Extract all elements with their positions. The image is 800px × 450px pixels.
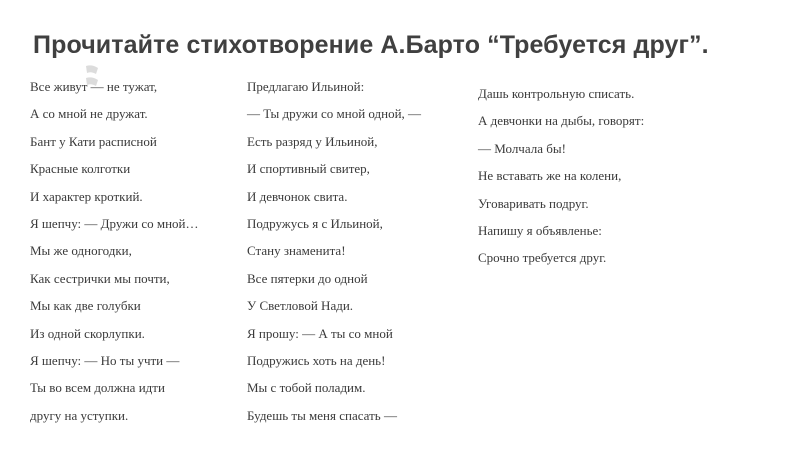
poem-line: Мы же одногодки, xyxy=(30,243,132,259)
poem-line: Дашь контрольную списать. xyxy=(478,86,635,101)
poem-line: — Ты дружи со мной одной, — xyxy=(247,106,422,122)
poem-line: Напишу я объявленье: xyxy=(478,222,602,238)
poem-line: Бант у Кати расписной xyxy=(30,133,157,149)
poem-line: Я шепчу: — Но ты учти — xyxy=(30,352,180,368)
poem-column-2 xyxy=(247,77,472,433)
poem-line: И девчонок свита. xyxy=(247,188,348,204)
poem-line: Есть разряд у Ильиной, xyxy=(247,133,378,149)
poem-column-3 xyxy=(478,84,698,276)
poem-line: Красные колготки xyxy=(30,161,131,177)
poem-line: Ты во всем должна идти xyxy=(30,380,165,396)
poem-line: Будешь ты меня спасать — xyxy=(247,407,397,423)
poem-line: А со мной не дружат. xyxy=(30,106,148,122)
poem-line: Как сестрички мы почти, xyxy=(30,270,170,286)
poem-line: Мы с тобой поладим. xyxy=(247,380,366,396)
poem-line: другу на уступки. xyxy=(30,407,129,423)
poem-line: У Светловой Нади. xyxy=(247,298,354,314)
poem-line: Не вставать же на колени, xyxy=(478,168,622,184)
poem-line: — Молчала бы! xyxy=(478,140,566,156)
poem-line: И спортивный свитер, xyxy=(247,161,370,177)
poem-line: Все пятерки до одной xyxy=(247,270,368,286)
poem-line: Подружусь я с Ильиной, xyxy=(247,215,383,231)
poem-line: Стану знаменита! xyxy=(247,243,346,259)
poem-line: А девчонки на дыбы, говорят: xyxy=(478,113,645,129)
poem-line: Предлагаю Ильиной: xyxy=(247,79,365,94)
poem-line: И характер кроткий. xyxy=(30,188,143,204)
poem-line: Уговаривать подруг. xyxy=(478,195,589,211)
poem-column-1 xyxy=(30,77,245,433)
poem-line: Мы как две голубки xyxy=(30,298,141,314)
poem-line: Все живут — не тужат, xyxy=(30,79,158,94)
poem-line: Срочно требуется друг. xyxy=(478,250,607,266)
poem-line: Из одной скорлупки. xyxy=(30,325,145,341)
poem-line: Подружись хоть на день! xyxy=(247,352,386,368)
poem-line: Я прошу: — А ты со мной xyxy=(247,325,393,341)
page-title: Прочитайте стихотворение А.Барто “Требуется друг”. xyxy=(33,31,709,59)
poem-line: Я шепчу: — Дружи со мной… xyxy=(30,215,199,231)
